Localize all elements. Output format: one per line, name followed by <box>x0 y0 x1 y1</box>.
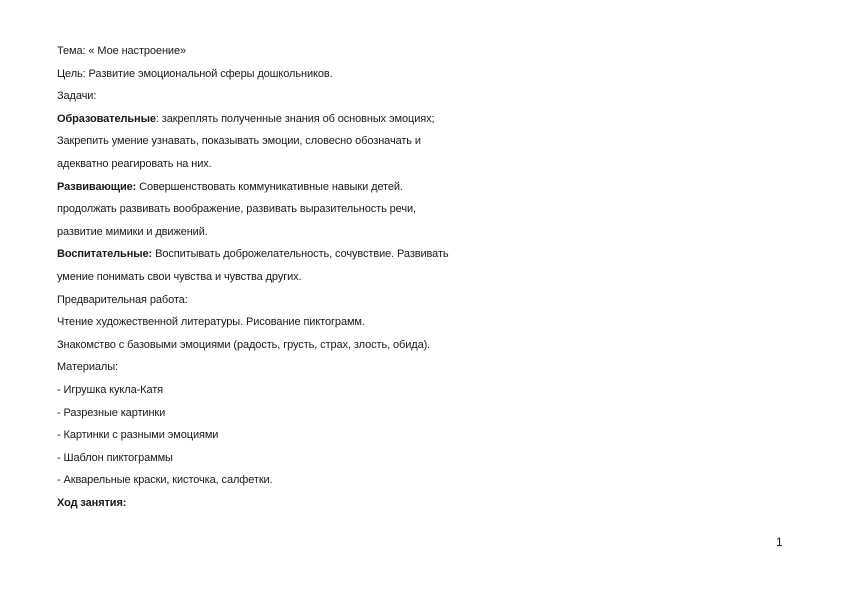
educational-line-2: Закрепить умение узнавать, показывать эмоции, словесно обозначать и <box>57 135 421 148</box>
developing-task-line <box>57 180 797 203</box>
upbringing-task-line <box>57 247 797 270</box>
educational-line-3: адекватно реагировать на них. <box>57 157 212 170</box>
goal-line: Цель: Развитие эмоциональной сферы дошкольников. <box>57 67 333 80</box>
materials-item: - Картинки с разными эмоциями <box>57 429 219 442</box>
upbringing-label: Воспитательные: <box>57 248 153 261</box>
preliminary-heading: Предварительная работа: <box>57 293 188 306</box>
materials-heading: Материалы: <box>57 361 118 374</box>
page-number: 1 <box>776 535 783 549</box>
materials-item: - Разрезные картинки <box>57 406 166 419</box>
materials-item: - Игрушка кукла-Катя <box>57 383 164 396</box>
topic-line: Тема: « Мое настроение» <box>57 45 187 57</box>
lesson-heading: Ход занятия: <box>57 496 127 509</box>
developing-line-2: продолжать развивать воображение, развивать выразительность речи, <box>57 203 416 216</box>
preliminary-line-2: Знакомство с базовыми эмоциями (радость, грусть, страх, злость, обида). <box>57 338 431 351</box>
materials-item: - Акварельные краски, кисточка, салфетки. <box>57 474 273 487</box>
educational-label: Образовательные <box>57 112 156 125</box>
developing-line-3: развитие мимики и движений. <box>57 225 208 238</box>
tasks-heading: Задачи: <box>57 90 97 103</box>
educational-task-line <box>57 112 797 135</box>
developing-text: Совершенствовать коммуникативные навыки детей. <box>136 180 403 193</box>
upbringing-line-2: умение понимать свои чувства и чувства других. <box>57 270 302 283</box>
preliminary-line-1: Чтение художественной литературы. Рисование пиктограмм. <box>57 316 365 329</box>
document-body <box>57 44 797 518</box>
materials-item: - Шаблон пиктограммы <box>57 451 173 464</box>
developing-label: Развивающие: <box>57 180 137 193</box>
educational-text: : закреплять полученные знания об основных эмоциях; <box>155 112 435 125</box>
upbringing-text: Воспитывать доброжелательность, сочувствие. Развивать <box>152 248 449 261</box>
